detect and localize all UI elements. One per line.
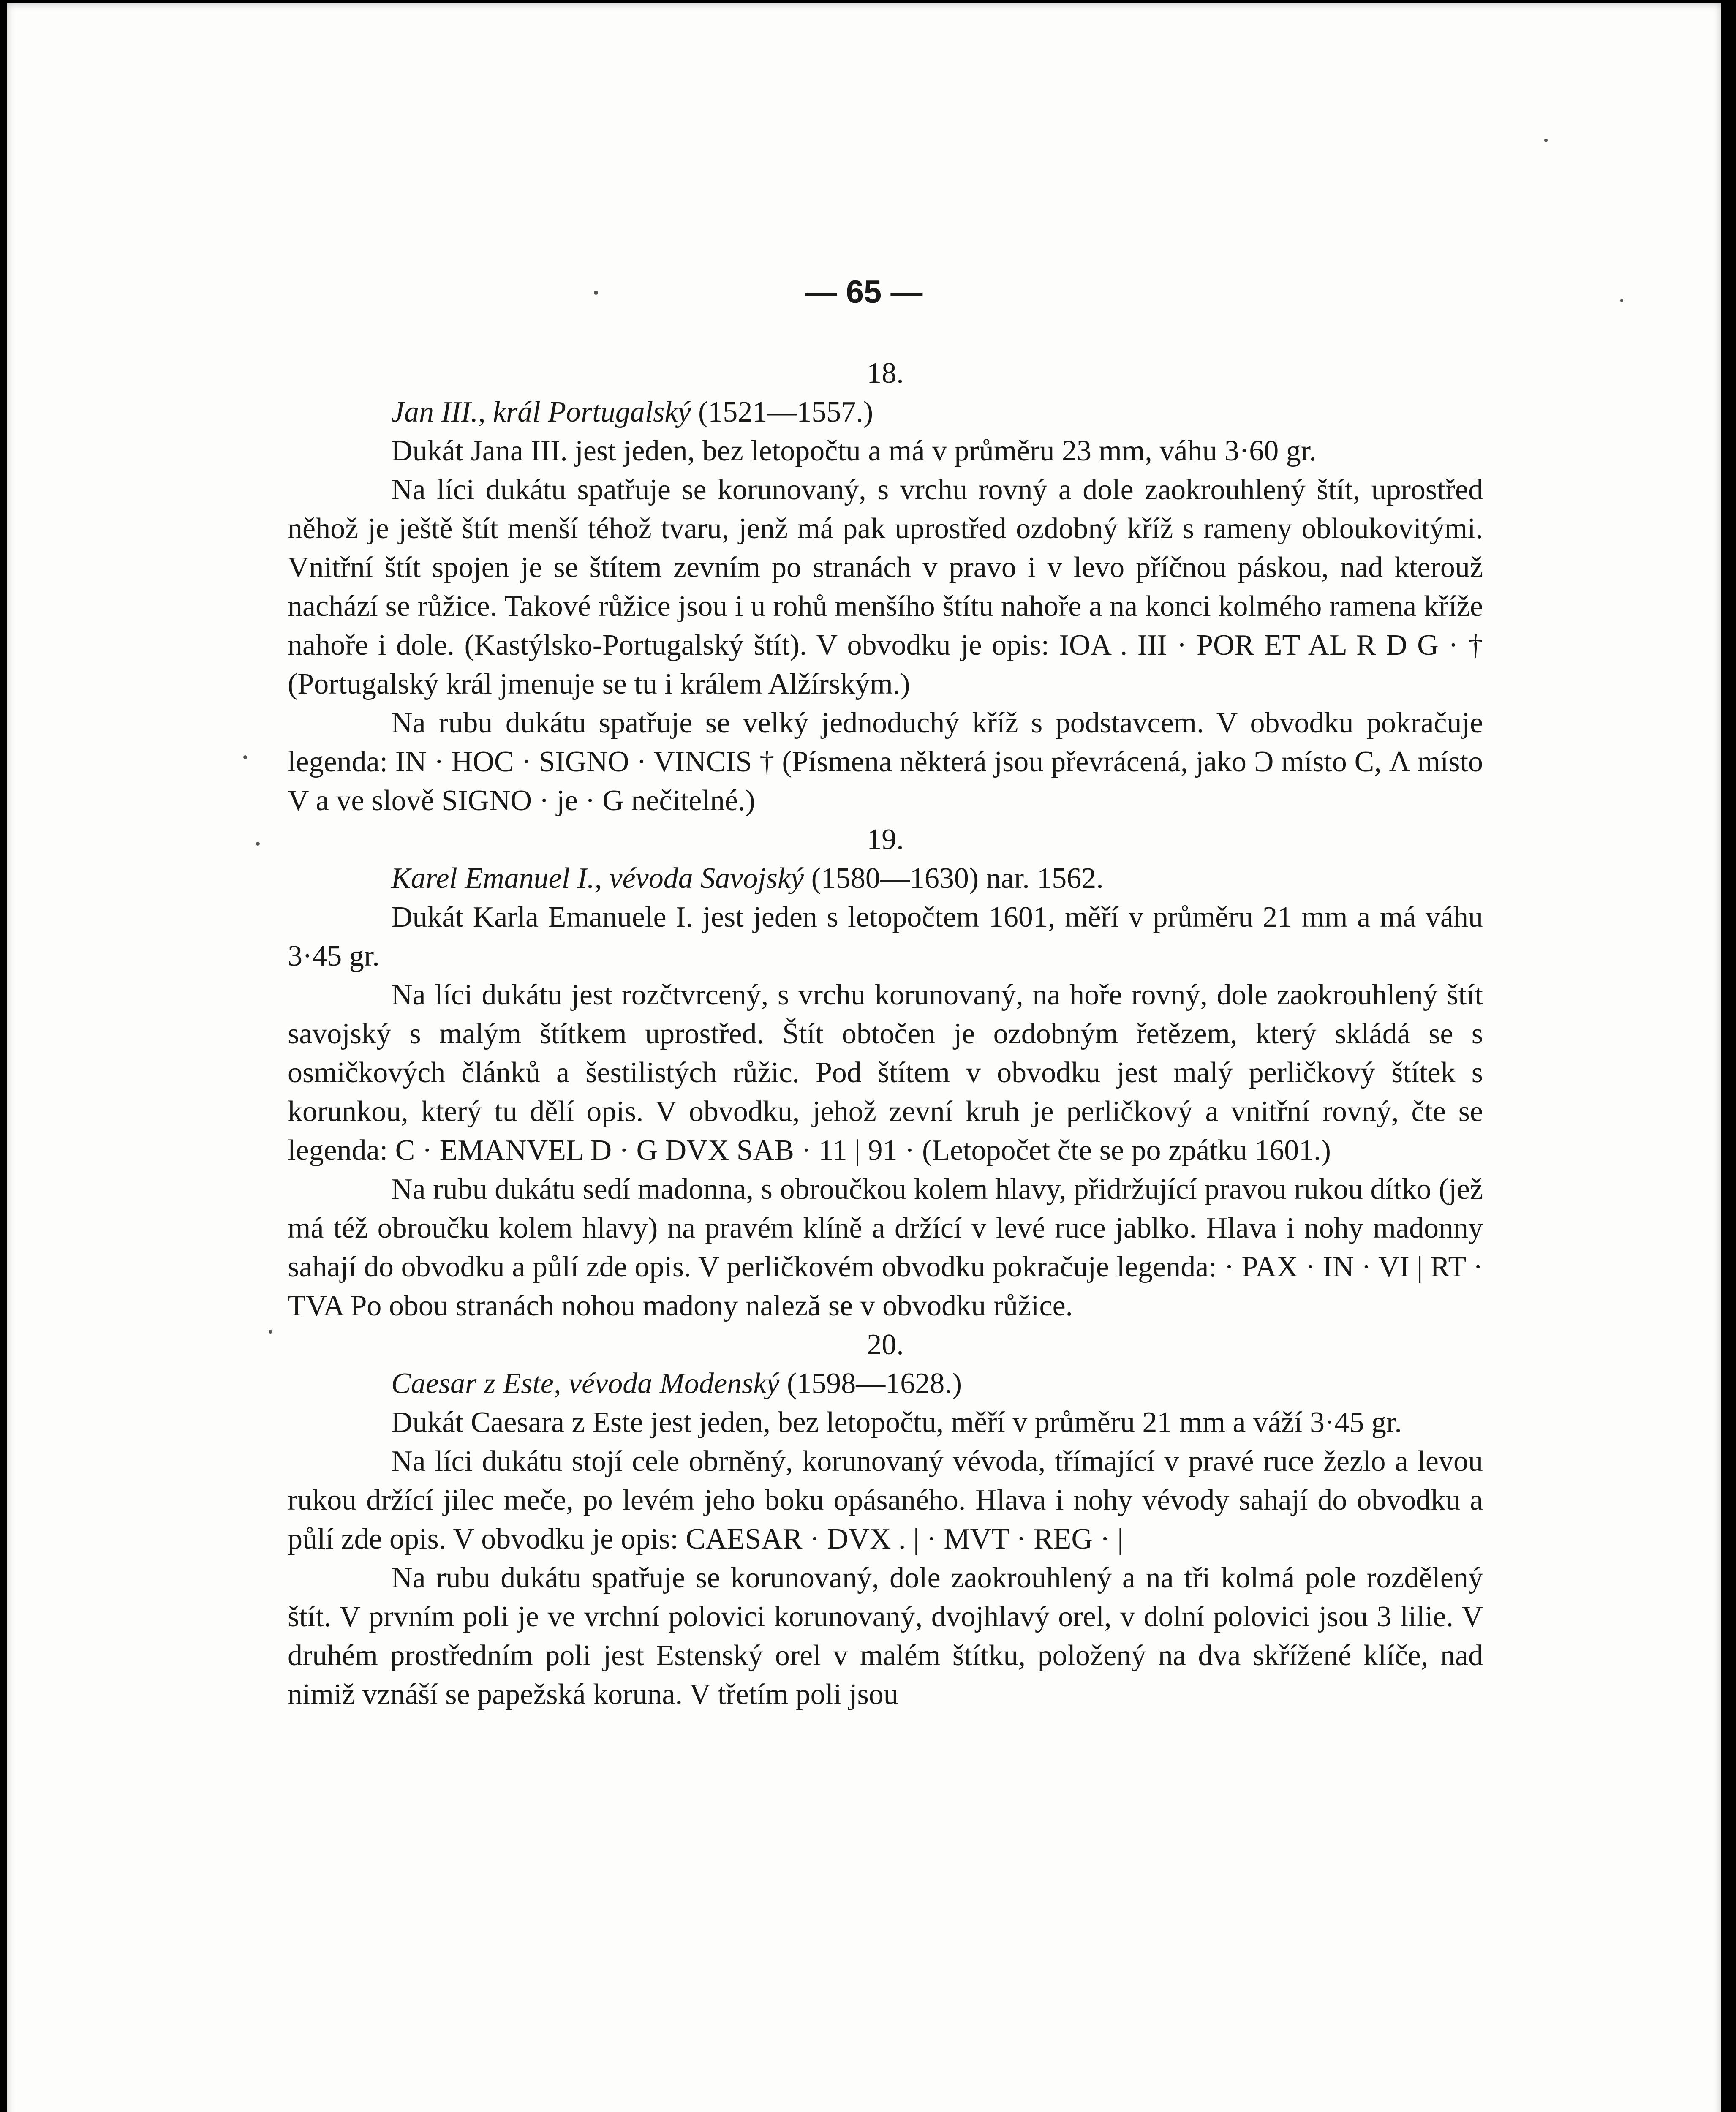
paragraph: Dukát Karla Emanuele I. jest jeden s letopočtem 1601, měří v průměru 21 mm a má váhu 3·45 gr. bbox=[288, 901, 1483, 972]
paragraph: Na rubu dukátu spatřuje se velký jednoduchý kříž s podstavcem. V obvodku pokračuje legenda: IN · HOC · SIGNO · VINCIS † (Písmena některá jsou převrácená, jako Ɔ místo C, Λ místo V a ve slově SIGNO · je · G nečitelné.) bbox=[288, 707, 1483, 817]
paragraph: Na rubu dukátu sedí madonna, s obroučkou kolem hlavy, přidržující pravou rukou dítko (jež má též obroučku kolem hlavy) na pravém klíně a držící v levé ruce jablko. Hlava i nohy madonny sahají do obvodku a půlí zde opis. V perličkovém obvodku pokračuje legenda: · PAX · IN · VI | RT · TVA Po obou stranách nohou madony naleză se v obvodku růžice. bbox=[288, 1173, 1483, 1322]
heading-name: Caesar z Este, vévoda Modenský bbox=[391, 1367, 780, 1400]
scan-speck bbox=[1544, 139, 1548, 142]
paragraph: Na líci dukátu stojí cele obrněný, korunovaný vévoda, třímající v pravé ruce žezlo a levou rukou držící jilec meče, po levém jeho boku opásaného. Hlava i nohy vévody sahají do obvodku a půlí zde opis. V obvodku je opis: CAESAR · DVX . | · MVT · REG · | bbox=[288, 1445, 1483, 1555]
scan-speck bbox=[256, 842, 260, 846]
page-text bbox=[288, 265, 1483, 1714]
section-number: 20. bbox=[867, 1328, 904, 1361]
section-20 bbox=[288, 1325, 1483, 1714]
section-number: 19. bbox=[867, 823, 904, 856]
section-18 bbox=[288, 354, 1483, 820]
scan-speck bbox=[1620, 299, 1623, 302]
section-heading bbox=[288, 1364, 1483, 1403]
section-heading bbox=[288, 859, 1483, 898]
heading-name: Karel Emanuel I., vévoda Savojský bbox=[391, 862, 804, 895]
heading-dates: (1521—1557.) bbox=[698, 396, 873, 428]
section-heading bbox=[288, 393, 1483, 432]
paragraph: Dukát Caesara z Este jest jeden, bez letopočtu, měří v průměru 21 mm a váží 3·45 gr. bbox=[391, 1406, 1402, 1439]
section-number: 18. bbox=[867, 357, 904, 389]
heading-name: Jan III., král Portugalský bbox=[391, 396, 691, 428]
paragraph: Na líci dukátu spatřuje se korunovaný, s vrchu rovný a dole zaokrouhlený štít, uprostřed něhož je ještě štít menší téhož tvaru, jenž má pak uprostřed ozdobný kříž s rameny obloukovitými. Vnitřní štít spojen je se štítem zevním po stranách v pravo i v levo příčnou páskou, nad kterouž nachází se růžice. Takové růžice jsou i u rohů menšího štítu nahoře a na konci kolmého ramena kříže nahoře i dole. (Kastýlsko-Portugalský štít). V obvodku je opis: IOA . III · POR ET AL R D G · † (Portugalský král jmenuje se tu i králem Alžírským.) bbox=[288, 474, 1483, 700]
paragraph: Na líci dukátu jest rozčtvrcený, s vrchu korunovaný, na hoře rovný, dole zaokrouhlený štít savojský s malým štítkem uprostřed. Štít obtočen je ozdobným řetězem, který skládá se s osmičkových článků a šestilistých růžic. Pod štítem v obvodku jest malý perličkový štítek s korunkou, který tu dělí opis. V obvodku, jehož zevní kruh je perličkový a vnitřní rovný, čte se legenda: C · EMANVEL D · G DVX SAB · 11 | 91 · (Letopočet čte se po zpátku 1601.) bbox=[288, 979, 1483, 1167]
heading-dates: (1580—1630) nar. 1562. bbox=[811, 862, 1104, 895]
scan-speck bbox=[269, 1330, 272, 1334]
book-page bbox=[7, 3, 1721, 2112]
heading-dates: (1598—1628.) bbox=[786, 1367, 962, 1400]
scan-speck bbox=[594, 291, 598, 295]
page-number: — 65 — bbox=[805, 274, 923, 310]
scan-speck bbox=[243, 755, 247, 759]
paragraph: Na rubu dukátu spatřuje se korunovaný, dole zaokrouhlený a na tři kolmá pole rozdělený štít. V prvním poli je ve vrchní polovici korunovaný, dvojhlavý orel, v dolní polovici jsou 3 lilie. V druhém prostředním poli jest Estenský orel v malém štítku, položený na dva skřížené klíče, nad nimiž vznáší se papežská koruna. V třetím poli jsou bbox=[288, 1562, 1483, 1711]
section-19 bbox=[288, 820, 1483, 1325]
paragraph: Dukát Jana III. jest jeden, bez letopočtu a má v průměru 23 mm, váhu 3·60 gr. bbox=[391, 435, 1317, 467]
